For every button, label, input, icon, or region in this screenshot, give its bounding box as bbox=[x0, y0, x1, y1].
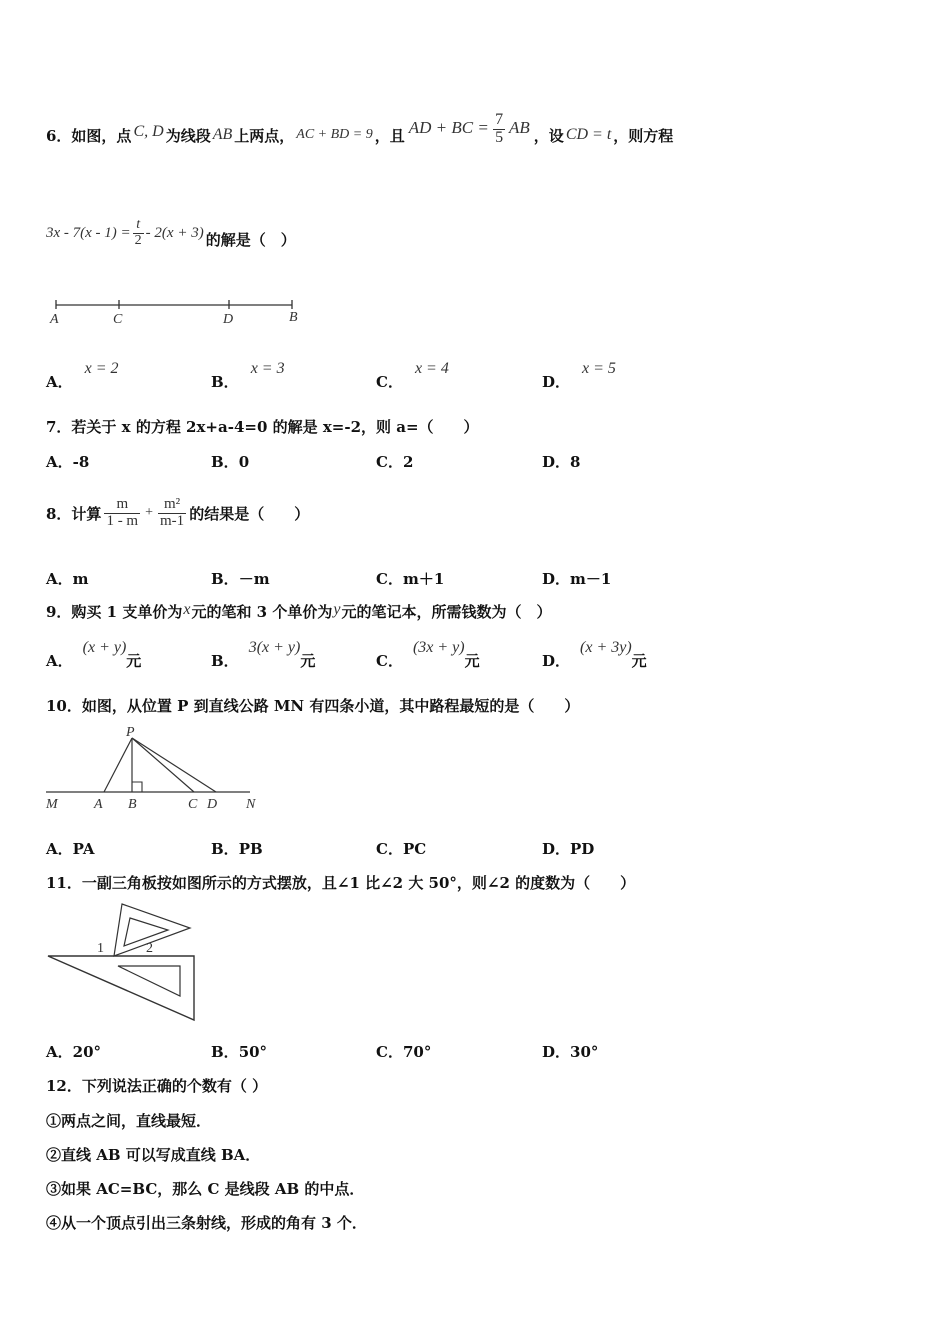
q8-option-c-label: C． bbox=[376, 570, 403, 588]
q7-option-b-value: 0 bbox=[238, 453, 250, 471]
q6-option-d-label: D． bbox=[542, 373, 571, 391]
q6-eq-num: t bbox=[133, 218, 144, 234]
q10-right-angle-mark bbox=[132, 782, 142, 792]
q9-post: 元的笔记本，所需钱数为（ ） bbox=[341, 603, 552, 621]
q6-points: C, D bbox=[133, 123, 164, 140]
q6-option-b-value: x = 3 bbox=[250, 360, 285, 377]
q10-option-d[interactable] bbox=[542, 838, 594, 859]
q11-triangle-figure bbox=[44, 900, 200, 1024]
q6-label-b: B bbox=[289, 310, 298, 325]
q10-label-b: B bbox=[128, 797, 137, 812]
q6-option-a-label: A． bbox=[46, 373, 73, 391]
q8-fraction-2 bbox=[158, 497, 186, 530]
q10-option-a[interactable] bbox=[46, 838, 94, 859]
q8-option-c[interactable] bbox=[376, 568, 444, 589]
q10-path-pa bbox=[104, 738, 132, 792]
q8-post: 的结果是（ ） bbox=[189, 504, 310, 523]
q10-option-a-value: PA bbox=[72, 840, 95, 858]
q11-option-a-value: 20° bbox=[72, 1043, 102, 1061]
q9-option-b-value: 3(x + y) bbox=[248, 639, 301, 656]
q9-option-b[interactable] bbox=[211, 636, 315, 670]
q9-option-a-label: A． bbox=[46, 652, 73, 670]
q6-equation bbox=[46, 218, 204, 248]
q11-option-c-label: C． bbox=[376, 1043, 403, 1061]
q6-eq-den: 2 bbox=[134, 232, 142, 248]
q9-option-a-value: (x + y) bbox=[82, 639, 127, 656]
q8-option-a-label: A． bbox=[46, 570, 73, 588]
q10-label-p: P bbox=[126, 725, 135, 740]
q9-var-y: y bbox=[333, 601, 341, 618]
q6-seg: AB bbox=[212, 126, 233, 143]
q8-option-a[interactable] bbox=[46, 568, 89, 589]
q8-f1-den: 1 - m bbox=[106, 512, 139, 529]
q12-statement-1: ①两点之间，直线最短． bbox=[46, 1112, 212, 1130]
q7-option-b-label: B． bbox=[211, 453, 239, 471]
q6-mid2: 上两点， bbox=[234, 126, 295, 145]
q10-label-d: D bbox=[207, 797, 218, 812]
q10-path-pd bbox=[132, 738, 216, 792]
q6-option-d-value: x = 5 bbox=[582, 360, 616, 377]
q11-option-a[interactable] bbox=[46, 1041, 101, 1062]
q6-option-d[interactable] bbox=[542, 357, 616, 391]
q9-option-c-value: (3x + y) bbox=[412, 639, 465, 656]
q11-option-d-label: D． bbox=[542, 1043, 571, 1061]
q6-cond2-left: AD + BC = bbox=[408, 117, 489, 137]
q10-option-c-value: PC bbox=[402, 840, 427, 858]
q9-option-a[interactable] bbox=[46, 636, 141, 670]
q6-cond2-num: 7 bbox=[495, 110, 504, 128]
q7-option-a[interactable] bbox=[46, 451, 89, 472]
q9-option-d[interactable] bbox=[542, 636, 647, 670]
q10-option-c-label: C． bbox=[376, 840, 403, 858]
q9-option-d-unit: 元 bbox=[631, 652, 647, 670]
q6-eq-left: 3x - 7(x - 1) = bbox=[46, 224, 131, 241]
q11-option-a-label: A． bbox=[46, 1043, 73, 1061]
q7-option-c-label: C． bbox=[376, 453, 403, 471]
q9-option-d-label: D． bbox=[542, 652, 571, 670]
q6-label-a: A bbox=[50, 312, 59, 327]
q9-option-c-unit: 元 bbox=[464, 652, 480, 670]
q7-option-c-value: 2 bbox=[402, 453, 414, 471]
q6-mid1: 为线段 bbox=[165, 126, 211, 145]
q6-option-c-value: x = 4 bbox=[414, 360, 449, 377]
q10-label-a: A bbox=[94, 797, 103, 812]
q6-mid4: ，设 bbox=[533, 126, 564, 145]
q7-option-d-value: 8 bbox=[570, 453, 581, 471]
q10-option-c[interactable] bbox=[376, 838, 426, 859]
q11-option-b[interactable] bbox=[211, 1041, 267, 1062]
q9-var-x: x bbox=[183, 601, 191, 618]
q6-cond1: AC + BD = 9 bbox=[296, 127, 373, 142]
q10-option-b-label: B． bbox=[211, 840, 239, 858]
q12-statement-4: ④从一个顶点引出三条射线，形成的角有 3 个． bbox=[46, 1214, 367, 1232]
q6-pre: 6．如图，点 bbox=[46, 126, 132, 145]
q6-mid3: ，且 bbox=[374, 126, 405, 145]
q12-statement-3: ③如果 AC=BC，那么 C 是线段 AB 的中点． bbox=[46, 1180, 365, 1198]
q8-f2-den: m-1 bbox=[160, 512, 185, 529]
q7-option-d[interactable] bbox=[542, 451, 580, 472]
q6-segment-figure bbox=[46, 295, 316, 331]
q6-eq-right: - 2(x + 3) bbox=[145, 224, 204, 241]
q6-cond2 bbox=[409, 112, 530, 147]
q8-f2-num: m² bbox=[158, 497, 186, 514]
q6-post: ，则方程 bbox=[613, 126, 674, 145]
q7-option-a-value: -8 bbox=[72, 453, 90, 471]
q9-option-b-unit: 元 bbox=[300, 652, 316, 670]
q8-option-d-label: D． bbox=[542, 570, 571, 588]
q10-option-b-value: PB bbox=[238, 840, 263, 858]
q7-stem: 7．若关于 x 的方程 2x+a-4=0 的解是 x=-2，则 a=（ ） bbox=[46, 418, 479, 436]
q6-eq-fraction bbox=[133, 218, 144, 248]
q9-option-c[interactable] bbox=[376, 636, 480, 670]
q7-option-c[interactable] bbox=[376, 451, 413, 472]
q6-option-a[interactable] bbox=[46, 357, 119, 391]
q11-angle-2-label: 2 bbox=[146, 941, 153, 956]
q9-mid: 元的笔和 3 个单价为 bbox=[191, 603, 333, 621]
q6-label-c: C bbox=[113, 312, 123, 327]
q6-option-c[interactable] bbox=[376, 357, 449, 391]
q7-option-a-label: A． bbox=[46, 453, 73, 471]
q6-option-a-value: x = 2 bbox=[84, 360, 119, 377]
q11-option-c[interactable] bbox=[376, 1041, 431, 1062]
q10-option-a-label: A． bbox=[46, 840, 73, 858]
q9-option-a-unit: 元 bbox=[126, 652, 142, 670]
q6-cond2-den: 5 bbox=[495, 128, 504, 146]
q8-stem bbox=[46, 486, 309, 540]
q11-option-b-value: 50° bbox=[238, 1043, 268, 1061]
q8-option-c-value: m＋1 bbox=[402, 570, 445, 588]
q7-option-d-label: D． bbox=[542, 453, 571, 471]
q9-option-d-value: (x + 3y) bbox=[580, 639, 632, 656]
q6-option-b[interactable] bbox=[211, 357, 285, 391]
q9-stem bbox=[46, 601, 551, 622]
q11-option-d[interactable] bbox=[542, 1041, 598, 1062]
q10-figure bbox=[44, 722, 268, 814]
q10-label-n: N bbox=[246, 797, 256, 812]
q12-statement-2: ②直线 AB 可以写成直线 BA． bbox=[46, 1146, 261, 1164]
q6-label-d: D bbox=[223, 312, 234, 327]
q11-option-c-value: 70° bbox=[402, 1043, 432, 1061]
q10-label-c: C bbox=[188, 797, 198, 812]
q6-option-b-label: B． bbox=[211, 373, 239, 391]
q6-cond2-right: AB bbox=[509, 117, 530, 137]
q7-option-b[interactable] bbox=[211, 451, 249, 472]
q8-plus: + bbox=[145, 505, 154, 520]
q10-option-d-value: PD bbox=[570, 840, 595, 858]
q6-option-c-label: C． bbox=[376, 373, 403, 391]
q8-option-b-value: －m bbox=[238, 570, 270, 588]
q8-f1-num: m bbox=[104, 497, 140, 514]
q10-option-b[interactable] bbox=[211, 838, 263, 859]
q9-option-c-label: C． bbox=[376, 652, 403, 670]
q10-option-d-label: D． bbox=[542, 840, 571, 858]
q10-stem: 10．如图，从位置 P 到直线公路 MN 有四条小道，其中路程最短的是（ ） bbox=[46, 697, 580, 715]
q11-option-b-label: B． bbox=[211, 1043, 239, 1061]
q8-option-d[interactable] bbox=[542, 568, 611, 589]
q8-option-d-value: m－1 bbox=[570, 570, 612, 588]
q8-fraction-1 bbox=[104, 497, 140, 530]
q6-cond2-fraction bbox=[493, 112, 505, 147]
q8-pre: 8．计算 bbox=[46, 504, 102, 523]
q11-stem: 11．一副三角板按如图所示的方式摆放，且∠1 比∠2 大 50°，则∠2 的度数为（ ） bbox=[46, 874, 636, 892]
q11-angle-1-label: 1 bbox=[97, 941, 104, 956]
q10-label-m: M bbox=[46, 797, 58, 812]
q11-option-d-value: 30° bbox=[570, 1043, 599, 1061]
q6-stem-line2 bbox=[46, 214, 296, 264]
q6-cond3: CD = t bbox=[565, 126, 612, 143]
q9-option-b-label: B． bbox=[211, 652, 239, 670]
q12-stem: 12．下列说法正确的个数有（ ） bbox=[46, 1077, 268, 1095]
q9-pre: 9．购买 1 支单价为 bbox=[46, 603, 183, 621]
q10-path-pc bbox=[132, 738, 194, 792]
q6-stem-line1 bbox=[46, 100, 673, 170]
q8-option-a-value: m bbox=[72, 570, 89, 588]
q6-eq-post: 的解是（ ） bbox=[205, 230, 296, 249]
q8-option-b-label: B． bbox=[211, 570, 239, 588]
q8-option-b[interactable] bbox=[211, 568, 270, 589]
